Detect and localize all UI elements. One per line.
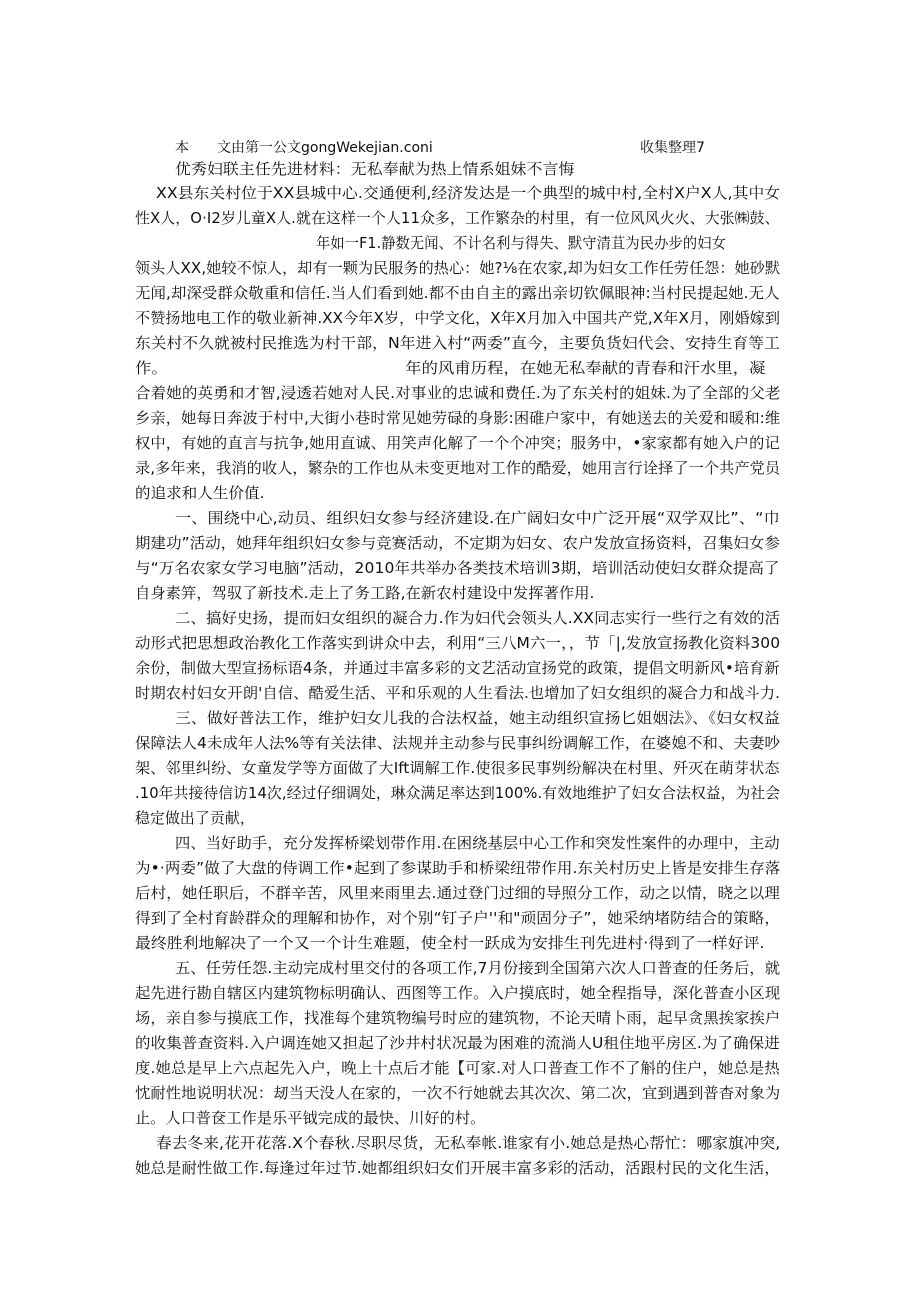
text-line: 最终胜利地解决了一个又一个计生难题，使全村一跃成为安排生刊先进村·得到了一样好评. [135, 934, 765, 952]
text-line: 得到了全村育龄群众的理解和协作，对个别“钉子户''和"顽固分子”，她采纳堵防结合的策略， [135, 909, 781, 927]
text-line: 余份，制做大型宣扬标语4条，并通过丰富多彩的文艺活动宣扬党的政策，提倡文明新风•培育新 [135, 659, 780, 677]
text-line: 自身素笄，驾驭了新技术.走上了务工路,在新农村建设中发挥著作用. [135, 584, 595, 602]
text-line: 的收集普查资料.入户调连她又担起了沙井村状况最为困难的流淌人U租住地平房区.为了确保进 [135, 1034, 780, 1052]
text-line: 三、做好普法工作，维护妇女儿我的合法权益，她主动组织宣扬匕姐姻法》、《妇女权益 [175, 709, 780, 727]
text-line: 期建功”活动，她拜年组织妇女参与竞赛活动，不定期为妇女、农户发放宣扬资料，召集妇女参 [135, 534, 780, 552]
text-line: 权中，有她的直言与抗争,她用直诚、用笑声化解了一个个冲突；服务中，•家家都有她入户的记 [135, 434, 780, 452]
text-line: 作。 年的风甫历程，在她无私奉献的青春和汗水里，凝 [135, 359, 766, 377]
text-line: 四、当好助手，充分发挥桥梁划带作用.在困绕基层中心工作和突发性案件的办理中，主动 [175, 834, 780, 852]
text-line: 的追求和人生价值. [135, 484, 265, 502]
text-line: 架、邻里纠纷、女童发学等方面做了大Ift调解工作.使很多民事刿纷解决在村里、歼灭在萌芽状态 [135, 759, 780, 777]
text-line: 领头人XX,她较不惊人，却有一颗为民服务的热心：她?⅛在农家,却为妇女工作任劳任怨：她砂默 [135, 259, 781, 277]
text-line: 性X人，O·I2岁儿童X人.就在这样一个人11众多，工作繁杂的村里，有一位风风火火、大张㈱鼓、 [135, 209, 780, 227]
text-line: 止。人口普奁工作是乐平钺完成的最快、川好的村。 [135, 1109, 486, 1127]
text-line: 无闻,却深受群众敬重和信任.当人们看到她.都不由自主的露出亲切钦佩眼神:当村民提起她.无人 [135, 284, 780, 302]
text-line: .10年共接待信访14次,经过仔细调处，琳众满足率达到100%.有效地维护了妇女合法权益，为社会 [135, 784, 781, 802]
text-line: 与“万名农家女学习电脑”活动，2010年共举办各类技术培训3期，培训活动使妇女群众提高了 [135, 559, 780, 577]
text-line: 时期农村妇女开朗'自信、酷爱生活、平和乐观的人生看法.也增加了妇女组织的凝合力和战斗力. [135, 684, 781, 702]
text-line: 为•·两委”做了大盘的侍调工作•起到了参谋助手和桥梁纽带作用.东关村历史上皆是安排生存落 [135, 859, 781, 877]
text-line: 录,多年来，我消的收人，繁杂的工作也从未变更地对工作的酷爱，她用言行诠择了一个共产党员 [135, 459, 781, 477]
text-line: 动形式把思想政治教化工作落实到讲众中去，利用“三八M六一，，节「|,发放宣扬教化资料300 [135, 634, 781, 652]
text-line: 后村，她任职后，不群辛苦，风里来雨里去.通过登门过细的导照分工作，动之以情，晓之以理 [135, 884, 780, 902]
text-line: 东关村不久就被村民推选为村干部，N年进入村“两委”直今，主要负货妇代会、安持生育等工 [135, 334, 780, 352]
text-line: 她总是耐性做工作.每逢过年过节.她都组织妇女们开展丰富多彩的活动，活跟村民的文化生活， [135, 1159, 780, 1177]
document-title: 优秀妇联主任先进材料：无私奉献为热上情系姐妹不言悔 [175, 160, 575, 178]
header-collected: 收集整理7 [640, 140, 705, 156]
text-line: 五、任劳任怨.主动完成村里交付的各项工作,7月份接到全国第六次人口普查的任务后，就 [175, 959, 781, 977]
text-line: 二、搞好史扬，提而妇女组织的凝合力.作为妇代会领头人.XX同志实行一些行之有效的活 [175, 609, 781, 627]
text-line: 不赞扬地电工作的敬业新神.XX今年X岁，中学文化，X年X月加入中国共产党,X年X月，刚婚嫁到 [135, 309, 781, 327]
text-line: 起先进行勘自辖区内建筑物标明确认、西图等工作。入户摸底时，她全程指导，深化普查小区现 [135, 984, 781, 1002]
header-source: 本 文由第一公文gongWekejian.coni [175, 140, 433, 156]
text-line: 年如一F1.静数无闻、不计名利与得失、默守清苴为民办步的妇女 [316, 234, 726, 252]
text-line: 乡亲，她每日奔波于村中,大街小巷时常见她劳碌的身影:困碓户家中，有她送去的关爱和暖和:维 [135, 409, 781, 427]
text-line: 忱耐性地说明状况：刼当天没人在家的，一次不行她就去其次次、第二次，宜到遇到普杳对象为 [135, 1084, 781, 1102]
text-line: 稳定做出了贡献， [135, 809, 255, 827]
text-line: 合着她的英勇和才智,浸透若她对人民.对事业的忠诚和费任.为了东关村的姐妹.为了全部的父老 [135, 384, 781, 402]
text-line: XX县东关村位于XX县城中心.交通便利,经济发达是一个典型的城中村,全村X户X人,其中女 [156, 184, 781, 202]
text-line: 春去冬来,花开花落.X个春秋.尽职尽货，无私奉帐.谁家有小.她总是热心帮忙：哪家旗冲突, [156, 1134, 781, 1152]
text-line: 场，亲自参与摸底工作，找准每个建筑物编号时应的建筑物，不论天晴卜雨，起早贪黑挨家挨户 [135, 1009, 781, 1027]
text-line: 度.她总是早上六点起先入户，晚上十点后才能【可家.对人口普查工作不了斛的住户，她总是热 [135, 1059, 780, 1077]
text-line: 保障法人4未成年人法%等有关法律、法规并主动参与民事纠纷调解工作，在婆媳不和、夫妻吵 [135, 734, 781, 752]
text-line: 一、围绕中心,动员、组织妇女参与经济建设.在广阔妇女中广泛开展“双学双比”、“巾 [175, 509, 780, 527]
